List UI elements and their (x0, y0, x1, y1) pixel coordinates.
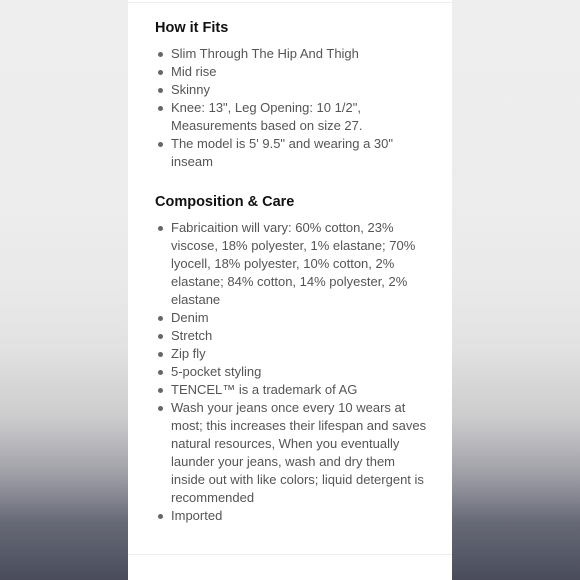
bullet-icon (158, 406, 163, 411)
bullet-icon (158, 106, 163, 111)
bullet-icon (158, 352, 163, 357)
bullet-icon (158, 370, 163, 375)
list-item: TENCEL™ is a trademark of AG (155, 381, 432, 399)
product-details-card (128, 0, 452, 580)
bullet-icon (158, 226, 163, 231)
top-divider (128, 2, 452, 3)
fit-section-title: How it Fits (155, 20, 229, 36)
bullet-icon (158, 316, 163, 321)
care-list (155, 219, 432, 525)
bullet-icon (158, 88, 163, 93)
list-item: Denim (155, 309, 432, 327)
list-item: Mid rise (155, 63, 432, 81)
bullet-icon (158, 70, 163, 75)
bottom-divider (128, 554, 452, 555)
list-item: Fabricaition will vary: 60% cotton, 23% viscose, 18% polyester, 1% elastane; 70% lyocell, 18% polyester, 10% cotton, 2% elastane; 84% cotton, 14% polyester, 2% elastane (155, 219, 432, 309)
bullet-icon (158, 388, 163, 393)
fit-list (155, 45, 432, 171)
list-item: The model is 5' 9.5" and wearing a 30" inseam (155, 135, 432, 171)
list-item: Stretch (155, 327, 432, 345)
bullet-icon (158, 334, 163, 339)
background-right (452, 0, 580, 580)
care-section-title: Composition & Care (155, 194, 295, 210)
list-item: Skinny (155, 81, 432, 99)
list-item: 5-pocket styling (155, 363, 432, 381)
list-item: Knee: 13", Leg Opening: 10 1/2", Measurements based on size 27. (155, 99, 432, 135)
list-item: Imported (155, 507, 432, 525)
bullet-icon (158, 142, 163, 147)
bullet-icon (158, 52, 163, 57)
background-left (0, 0, 128, 580)
list-item: Zip fly (155, 345, 432, 363)
list-item: Wash your jeans once every 10 wears at most; this increases their lifespan and saves natural resources, When you eventually launder your jeans, wash and dry them inside out with like colors; liquid detergent is recommended (155, 399, 432, 507)
list-item: Slim Through The Hip And Thigh (155, 45, 432, 63)
bullet-icon (158, 514, 163, 519)
